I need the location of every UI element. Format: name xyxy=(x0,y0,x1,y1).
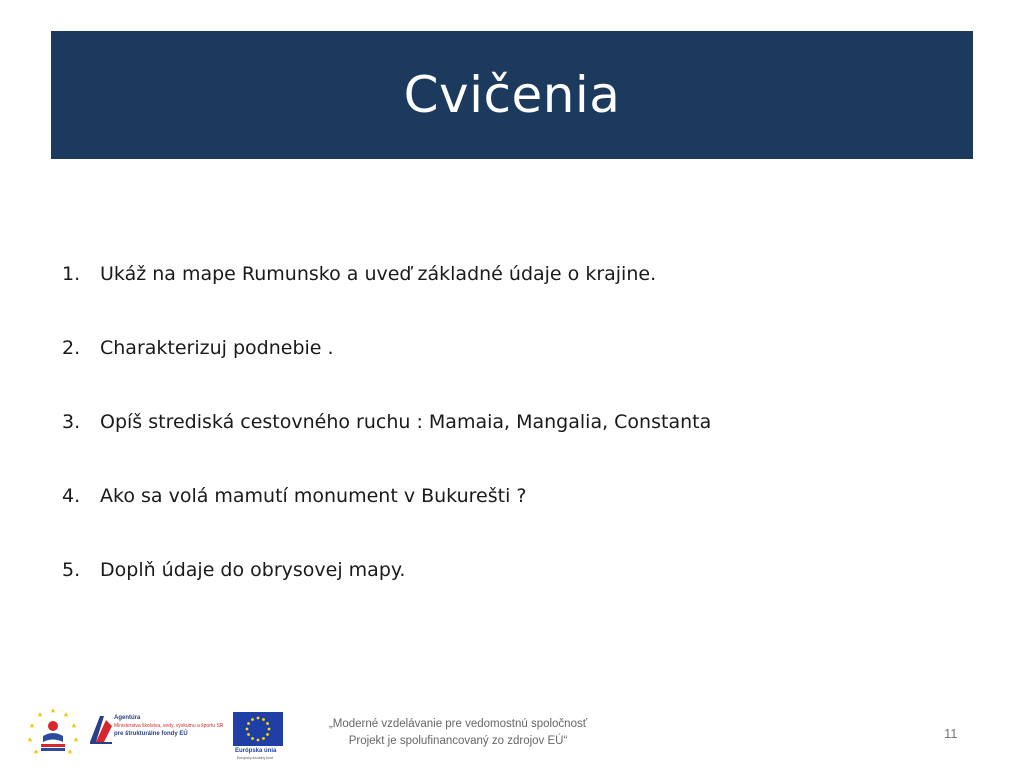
eu-logo xyxy=(233,712,283,760)
asfeu-logo-icon xyxy=(88,712,228,750)
item-number: 3. xyxy=(62,411,81,433)
item-text: Ukáž na mape Rumunsko a uveď základné údaje o krajine. xyxy=(100,263,657,285)
exercise-list xyxy=(62,258,711,628)
item-text: Doplň údaje do obrysovej mapy. xyxy=(100,559,406,581)
item-text: Opíš strediská cestovného ruchu : Mamaia, Mangalia, Constanta xyxy=(100,411,712,433)
item-text: Ako sa volá mamutí monument v Bukurešti ? xyxy=(100,485,527,507)
agency-logo-text xyxy=(114,714,223,738)
item-number: 4. xyxy=(62,485,81,507)
list-item xyxy=(62,480,711,554)
title-band xyxy=(51,31,973,159)
eu-subcaption: Európsky sociálny fond xyxy=(237,756,273,760)
list-item xyxy=(62,332,711,406)
page-number: 11 xyxy=(944,726,958,741)
agency-line2: Ministerstva školstva, vedy, výskumu a športu SR xyxy=(114,723,224,729)
slogan-line2: Projekt je spolufinancovaný zo zdrojov EÚ“ xyxy=(348,735,568,747)
list-item xyxy=(62,406,711,480)
slide-title: Cvičenia xyxy=(403,66,621,124)
item-text: Charakterizuj podnebie . xyxy=(100,337,334,359)
footer-slogan xyxy=(308,716,608,750)
agency-line1: Agentúra xyxy=(114,715,141,721)
item-number: 5. xyxy=(62,559,81,581)
footer xyxy=(0,700,1024,768)
item-number: 1. xyxy=(62,263,81,285)
item-number: 2. xyxy=(62,337,81,359)
list-item xyxy=(62,258,711,332)
slogan-line1: „Moderné vzdelávanie pre vedomostnú spoločnosť xyxy=(328,718,588,730)
eu-caption: Európska únia xyxy=(235,748,277,754)
list-item xyxy=(62,554,711,628)
esf-logo-icon xyxy=(26,706,80,760)
eu-flag-icon xyxy=(233,712,283,746)
agency-line3: pre štrukturálne fondy EÚ xyxy=(114,731,188,737)
